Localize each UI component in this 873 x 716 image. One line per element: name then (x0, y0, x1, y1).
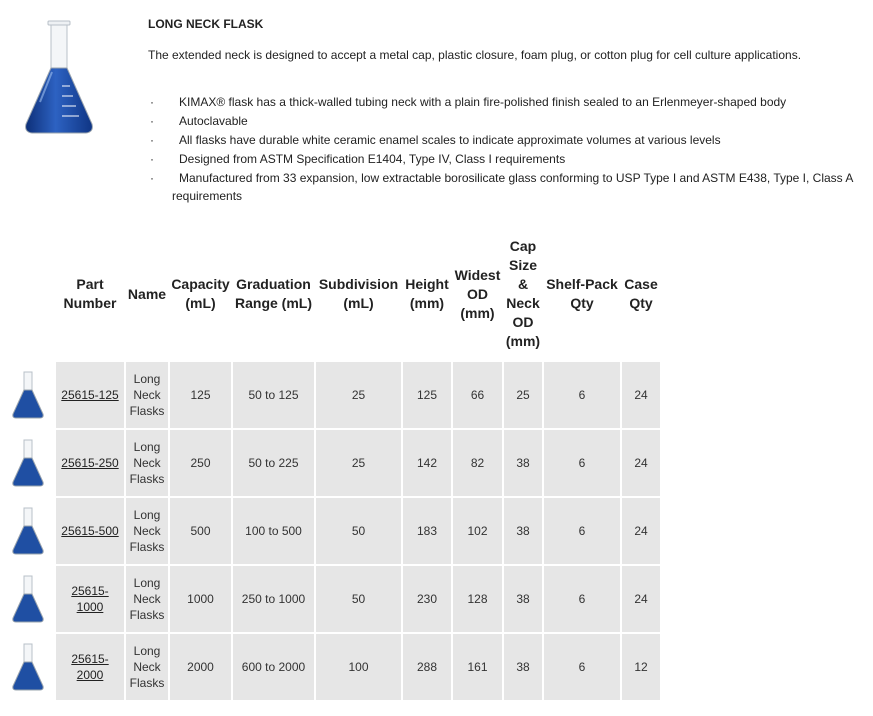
table-row (2, 362, 660, 428)
product-title: LONG NECK FLASK (148, 17, 264, 31)
list-item: · Autoclavable (148, 112, 868, 131)
header-name: Name (126, 228, 168, 360)
name-cell: Long Neck Flasks (126, 498, 168, 564)
name-cell: Long Neck Flasks (126, 566, 168, 632)
header-case-qty: Case Qty (622, 228, 660, 360)
table-row (2, 430, 660, 496)
capacity-cell: 250 (170, 430, 231, 496)
cap-size-cell: 25 (504, 362, 542, 428)
feature-list (148, 93, 868, 205)
header-cap-size: Cap Size & Neck OD (mm) (504, 228, 542, 360)
shelf-pack-cell: 6 (544, 566, 620, 632)
height-cell: 125 (403, 362, 451, 428)
thumbnail-cell (2, 566, 54, 632)
graduation-cell: 100 to 500 (233, 498, 314, 564)
header-part-number: Part Number (56, 228, 124, 360)
flask-icon (18, 20, 100, 138)
widest-od-cell: 102 (453, 498, 502, 564)
flask-icon[interactable] (8, 574, 48, 624)
name-cell: Long Neck Flasks (126, 634, 168, 700)
list-item: · All flasks have durable white ceramic enamel scales to indicate approximate volumes at various levels (148, 131, 868, 150)
subdivision-cell: 50 (316, 498, 401, 564)
header-subdivision: Subdivision (mL) (316, 228, 401, 360)
part-number-cell[interactable] (56, 566, 124, 632)
cap-size-cell: 38 (504, 634, 542, 700)
widest-od-cell: 66 (453, 362, 502, 428)
widest-od-cell: 161 (453, 634, 502, 700)
graduation-cell: 50 to 225 (233, 430, 314, 496)
case-qty-cell: 24 (622, 362, 660, 428)
part-number-link[interactable]: 25615-250 (61, 456, 119, 470)
thumbnail-cell (2, 498, 54, 564)
cap-size-cell: 38 (504, 498, 542, 564)
name-cell: Long Neck Flasks (126, 362, 168, 428)
subdivision-cell: 25 (316, 362, 401, 428)
product-description: The extended neck is designed to accept a metal cap, plastic closure, foam plug, or cotton plug for cell culture applications. (148, 48, 802, 62)
case-qty-cell: 12 (622, 634, 660, 700)
widest-od-cell: 82 (453, 430, 502, 496)
graduation-cell: 250 to 1000 (233, 566, 314, 632)
shelf-pack-cell: 6 (544, 430, 620, 496)
header-shelf-pack: Shelf-Pack Qty (544, 228, 620, 360)
list-item: · KIMAX® flask has a thick-walled tubing neck with a plain fire-polished finish sealed to an Erlenmeyer-shaped body (148, 93, 868, 112)
thumbnail-cell (2, 634, 54, 700)
table-row (2, 634, 660, 700)
flask-icon[interactable] (8, 642, 48, 692)
table-row (2, 498, 660, 564)
name-cell: Long Neck Flasks (126, 430, 168, 496)
thumbnail-cell (2, 362, 54, 428)
flask-icon[interactable] (8, 370, 48, 420)
shelf-pack-cell: 6 (544, 498, 620, 564)
table-row (2, 566, 660, 632)
list-item (148, 169, 868, 205)
product-header (0, 0, 873, 215)
graduation-cell: 50 to 125 (233, 362, 314, 428)
header-height: Height (mm) (403, 228, 451, 360)
height-cell: 230 (403, 566, 451, 632)
part-number-link[interactable]: 25615-1000 (71, 584, 109, 614)
part-number-cell[interactable] (56, 430, 124, 496)
cap-size-cell: 38 (504, 430, 542, 496)
flask-icon[interactable] (8, 506, 48, 556)
part-number-link[interactable]: 25615-2000 (71, 652, 109, 682)
capacity-cell: 1000 (170, 566, 231, 632)
height-cell: 142 (403, 430, 451, 496)
header-widest-od: Widest OD (mm) (453, 228, 502, 360)
graduation-cell: 600 to 2000 (233, 634, 314, 700)
capacity-cell: 125 (170, 362, 231, 428)
feature-text: Manufactured from 33 expansion, low extractable borosilicate glass conforming to USP Type I and ASTM E438, Type I, Class A (179, 171, 854, 185)
flask-icon[interactable] (8, 438, 48, 488)
widest-od-cell: 128 (453, 566, 502, 632)
height-cell: 288 (403, 634, 451, 700)
part-number-cell[interactable] (56, 634, 124, 700)
subdivision-cell: 100 (316, 634, 401, 700)
case-qty-cell: 24 (622, 430, 660, 496)
thumbnail-cell (2, 430, 54, 496)
table-header-row (2, 228, 660, 360)
part-number-cell[interactable] (56, 362, 124, 428)
cap-size-cell: 38 (504, 566, 542, 632)
list-item: · Designed from ASTM Specification E1404, Type IV, Class I requirements (148, 150, 868, 169)
subdivision-cell: 50 (316, 566, 401, 632)
subdivision-cell: 25 (316, 430, 401, 496)
header-capacity: Capacity (mL) (170, 228, 231, 360)
shelf-pack-cell: 6 (544, 634, 620, 700)
case-qty-cell: 24 (622, 566, 660, 632)
height-cell: 183 (403, 498, 451, 564)
part-number-link[interactable]: 25615-125 (61, 388, 119, 402)
header-image (2, 228, 54, 360)
header-graduation: Graduation Range (mL) (233, 228, 314, 360)
capacity-cell: 500 (170, 498, 231, 564)
feature-text-continued: requirements (172, 189, 243, 203)
product-table (0, 226, 662, 702)
part-number-link[interactable]: 25615-500 (61, 524, 119, 538)
capacity-cell: 2000 (170, 634, 231, 700)
shelf-pack-cell: 6 (544, 362, 620, 428)
case-qty-cell: 24 (622, 498, 660, 564)
part-number-cell[interactable] (56, 498, 124, 564)
